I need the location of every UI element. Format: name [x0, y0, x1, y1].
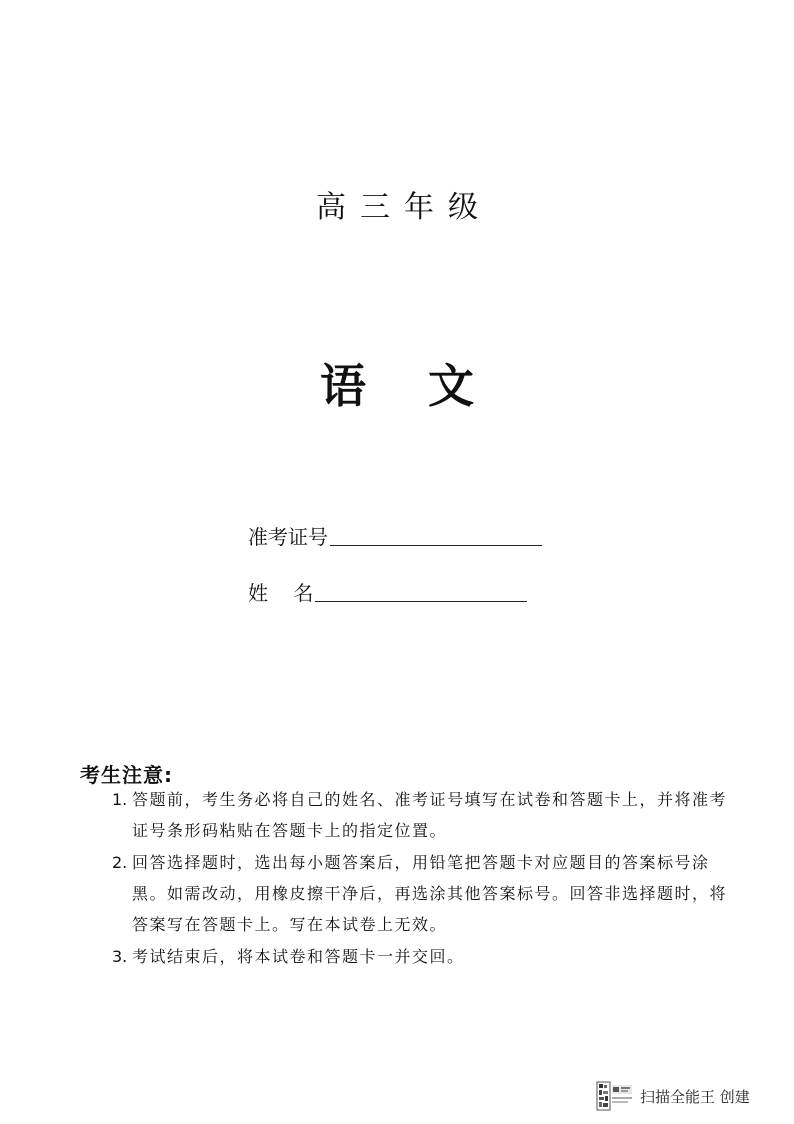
notice-item-number: 3.: [112, 947, 128, 966]
ticket-number-blank: [330, 545, 542, 546]
notice-item: [112, 941, 732, 972]
notice-item: [112, 847, 732, 940]
notice-item-number: 2.: [112, 853, 128, 872]
grade-heading: 高三年级: [316, 190, 492, 225]
scanner-watermark: [596, 1081, 750, 1111]
ticket-number-field: [248, 524, 542, 550]
name-blank: [315, 601, 527, 602]
notice-title: 考生注意:: [80, 763, 173, 787]
notice-item-text: 回答选择题时，选出每小题答案后，用铅笔把答题卡对应题目的答案标号涂黑。如需改动，用橡皮擦干净后，再选涂其他答案标号。回答非选择题时，将答案写在答题卡上。写在本试卷上无效。: [132, 853, 728, 934]
notice-item-text: 答题前，考生务必将自己的姓名、准考证号填写在试卷和答题卡上，并将准考证号条形码粘贴在答题卡上的指定位置。: [132, 790, 728, 840]
name-label: 姓 名: [248, 581, 314, 605]
subject-title: 语文: [320, 359, 536, 413]
name-field: [248, 580, 527, 606]
camscanner-logo-icon: [596, 1081, 634, 1111]
notice-list: [112, 784, 732, 973]
notice-item: [112, 784, 732, 846]
watermark-text: 扫描全能王 创建: [640, 1087, 750, 1106]
notice-item-text: 考试结束后，将本试卷和答题卡一并交回。: [132, 947, 465, 966]
ticket-number-label: 准考证号: [248, 525, 328, 549]
notice-item-number: 1.: [112, 790, 128, 809]
